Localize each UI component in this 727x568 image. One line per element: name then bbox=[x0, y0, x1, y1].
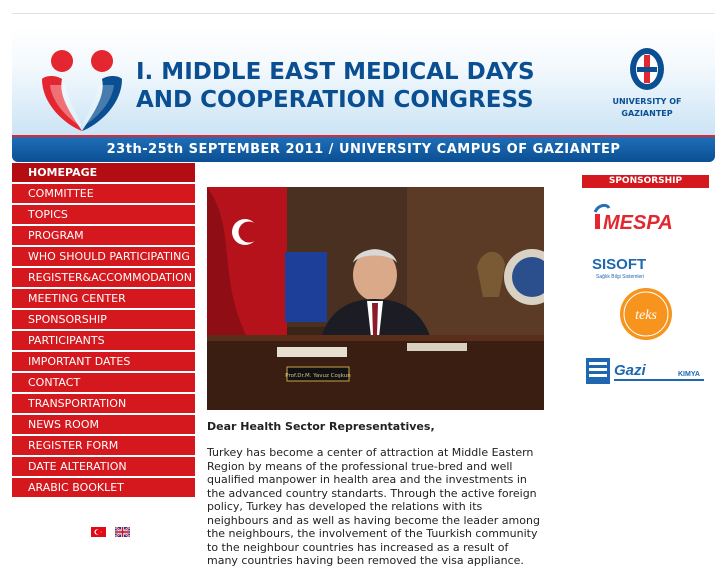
sponsor-sisoft[interactable] bbox=[592, 252, 676, 282]
banner-title-line2: AND COOPERATION CONGRESS bbox=[136, 87, 534, 113]
header-banner bbox=[12, 27, 715, 162]
nav-item-topics[interactable]: TOPICS bbox=[12, 205, 195, 224]
banner-title-line1: I. MIDDLE EAST MEDICAL DAYS bbox=[136, 59, 535, 85]
nav-item-date-alteration[interactable]: DATE ALTERATION bbox=[12, 457, 195, 476]
top-divider bbox=[12, 13, 715, 14]
language-switcher bbox=[91, 527, 134, 546]
nav-item-who-should-participating[interactable]: WHO SHOULD PARTICIPATING bbox=[12, 247, 195, 266]
nav-item-meeting-center[interactable]: MEETING CENTER bbox=[12, 289, 195, 308]
banner-date-bar: 23th-25th SEPTEMBER 2011 / UNIVERSITY CAMPUS OF GAZIANTEP bbox=[12, 137, 715, 162]
nav-item-important-dates[interactable]: IMPORTANT DATES bbox=[12, 352, 195, 371]
mespa-logo-icon bbox=[589, 200, 701, 234]
kimya-logo-text: KIMYA bbox=[678, 371, 700, 378]
gazi-logo-text: Gazi bbox=[614, 362, 646, 379]
sisoft-tagline: Sağlık Bilgi Sistemleri bbox=[596, 274, 645, 280]
nav-item-transportation[interactable]: TRANSPORTATION bbox=[12, 394, 195, 413]
congress-logo-icon bbox=[36, 45, 128, 133]
nav-item-arabic-booklet[interactable]: ARABIC BOOKLET bbox=[12, 478, 195, 497]
sponsorship-heading: SPONSORSHIP bbox=[582, 175, 709, 188]
rector-photo bbox=[207, 187, 544, 410]
university-logo bbox=[607, 47, 687, 119]
mespa-logo-text: MESPA bbox=[603, 212, 673, 234]
nav-item-register-form[interactable]: REGISTER FORM bbox=[12, 436, 195, 455]
main-nav bbox=[12, 163, 195, 499]
greeting-heading: Dear Health Sector Representatives, bbox=[207, 420, 435, 433]
university-name-line1: UNIVERSITY OF bbox=[612, 97, 682, 106]
desk-nameplate: Prof.Dr.M. Yavuz Coşkun bbox=[285, 373, 351, 379]
turkish-flag-icon[interactable] bbox=[91, 527, 106, 537]
sponsor-gazi-kimya[interactable] bbox=[586, 356, 709, 386]
nav-item-contact[interactable]: CONTACT bbox=[12, 373, 195, 392]
sponsor-teks[interactable] bbox=[619, 287, 673, 341]
teks-logo-icon bbox=[619, 287, 673, 341]
nav-item-committee[interactable]: COMMITTEE bbox=[12, 184, 195, 203]
university-emblem-icon bbox=[629, 47, 665, 91]
teks-logo-text: teks bbox=[635, 308, 657, 323]
nav-item-participants[interactable]: PARTICIPANTS bbox=[12, 331, 195, 350]
university-name-line2: GAZIANTEP bbox=[621, 109, 673, 118]
sponsor-mespa[interactable] bbox=[589, 200, 701, 234]
nav-item-sponsorship[interactable]: SPONSORSHIP bbox=[12, 310, 195, 329]
nav-item-program[interactable]: PROGRAM bbox=[12, 226, 195, 245]
english-flag-icon[interactable] bbox=[115, 527, 130, 537]
gazi-kimya-logo-icon bbox=[586, 356, 709, 386]
nav-item-homepage[interactable]: HOMEPAGE bbox=[12, 163, 195, 182]
intro-paragraph: Turkey has become a center of attraction at Middle Eastern Region by means of the professional true-bred and well qualified manpower in health area and the investments in the advanced country standarts. Through the active foreign policy, Turkey has developed the relations with its neighbours and as well as having become the leader among the neighbours, the involvement of the Tuurkish community to the neighbour countries has increased as a result of many countries having been removed the visa appliance. bbox=[207, 446, 540, 567]
sisoft-logo-icon bbox=[592, 252, 676, 282]
nav-item-register-accommodation[interactable]: REGISTER&ACCOMMODATION bbox=[12, 268, 195, 287]
nav-item-news-room[interactable]: NEWS ROOM bbox=[12, 415, 195, 434]
sisoft-logo-text: SISOFT bbox=[592, 256, 647, 273]
